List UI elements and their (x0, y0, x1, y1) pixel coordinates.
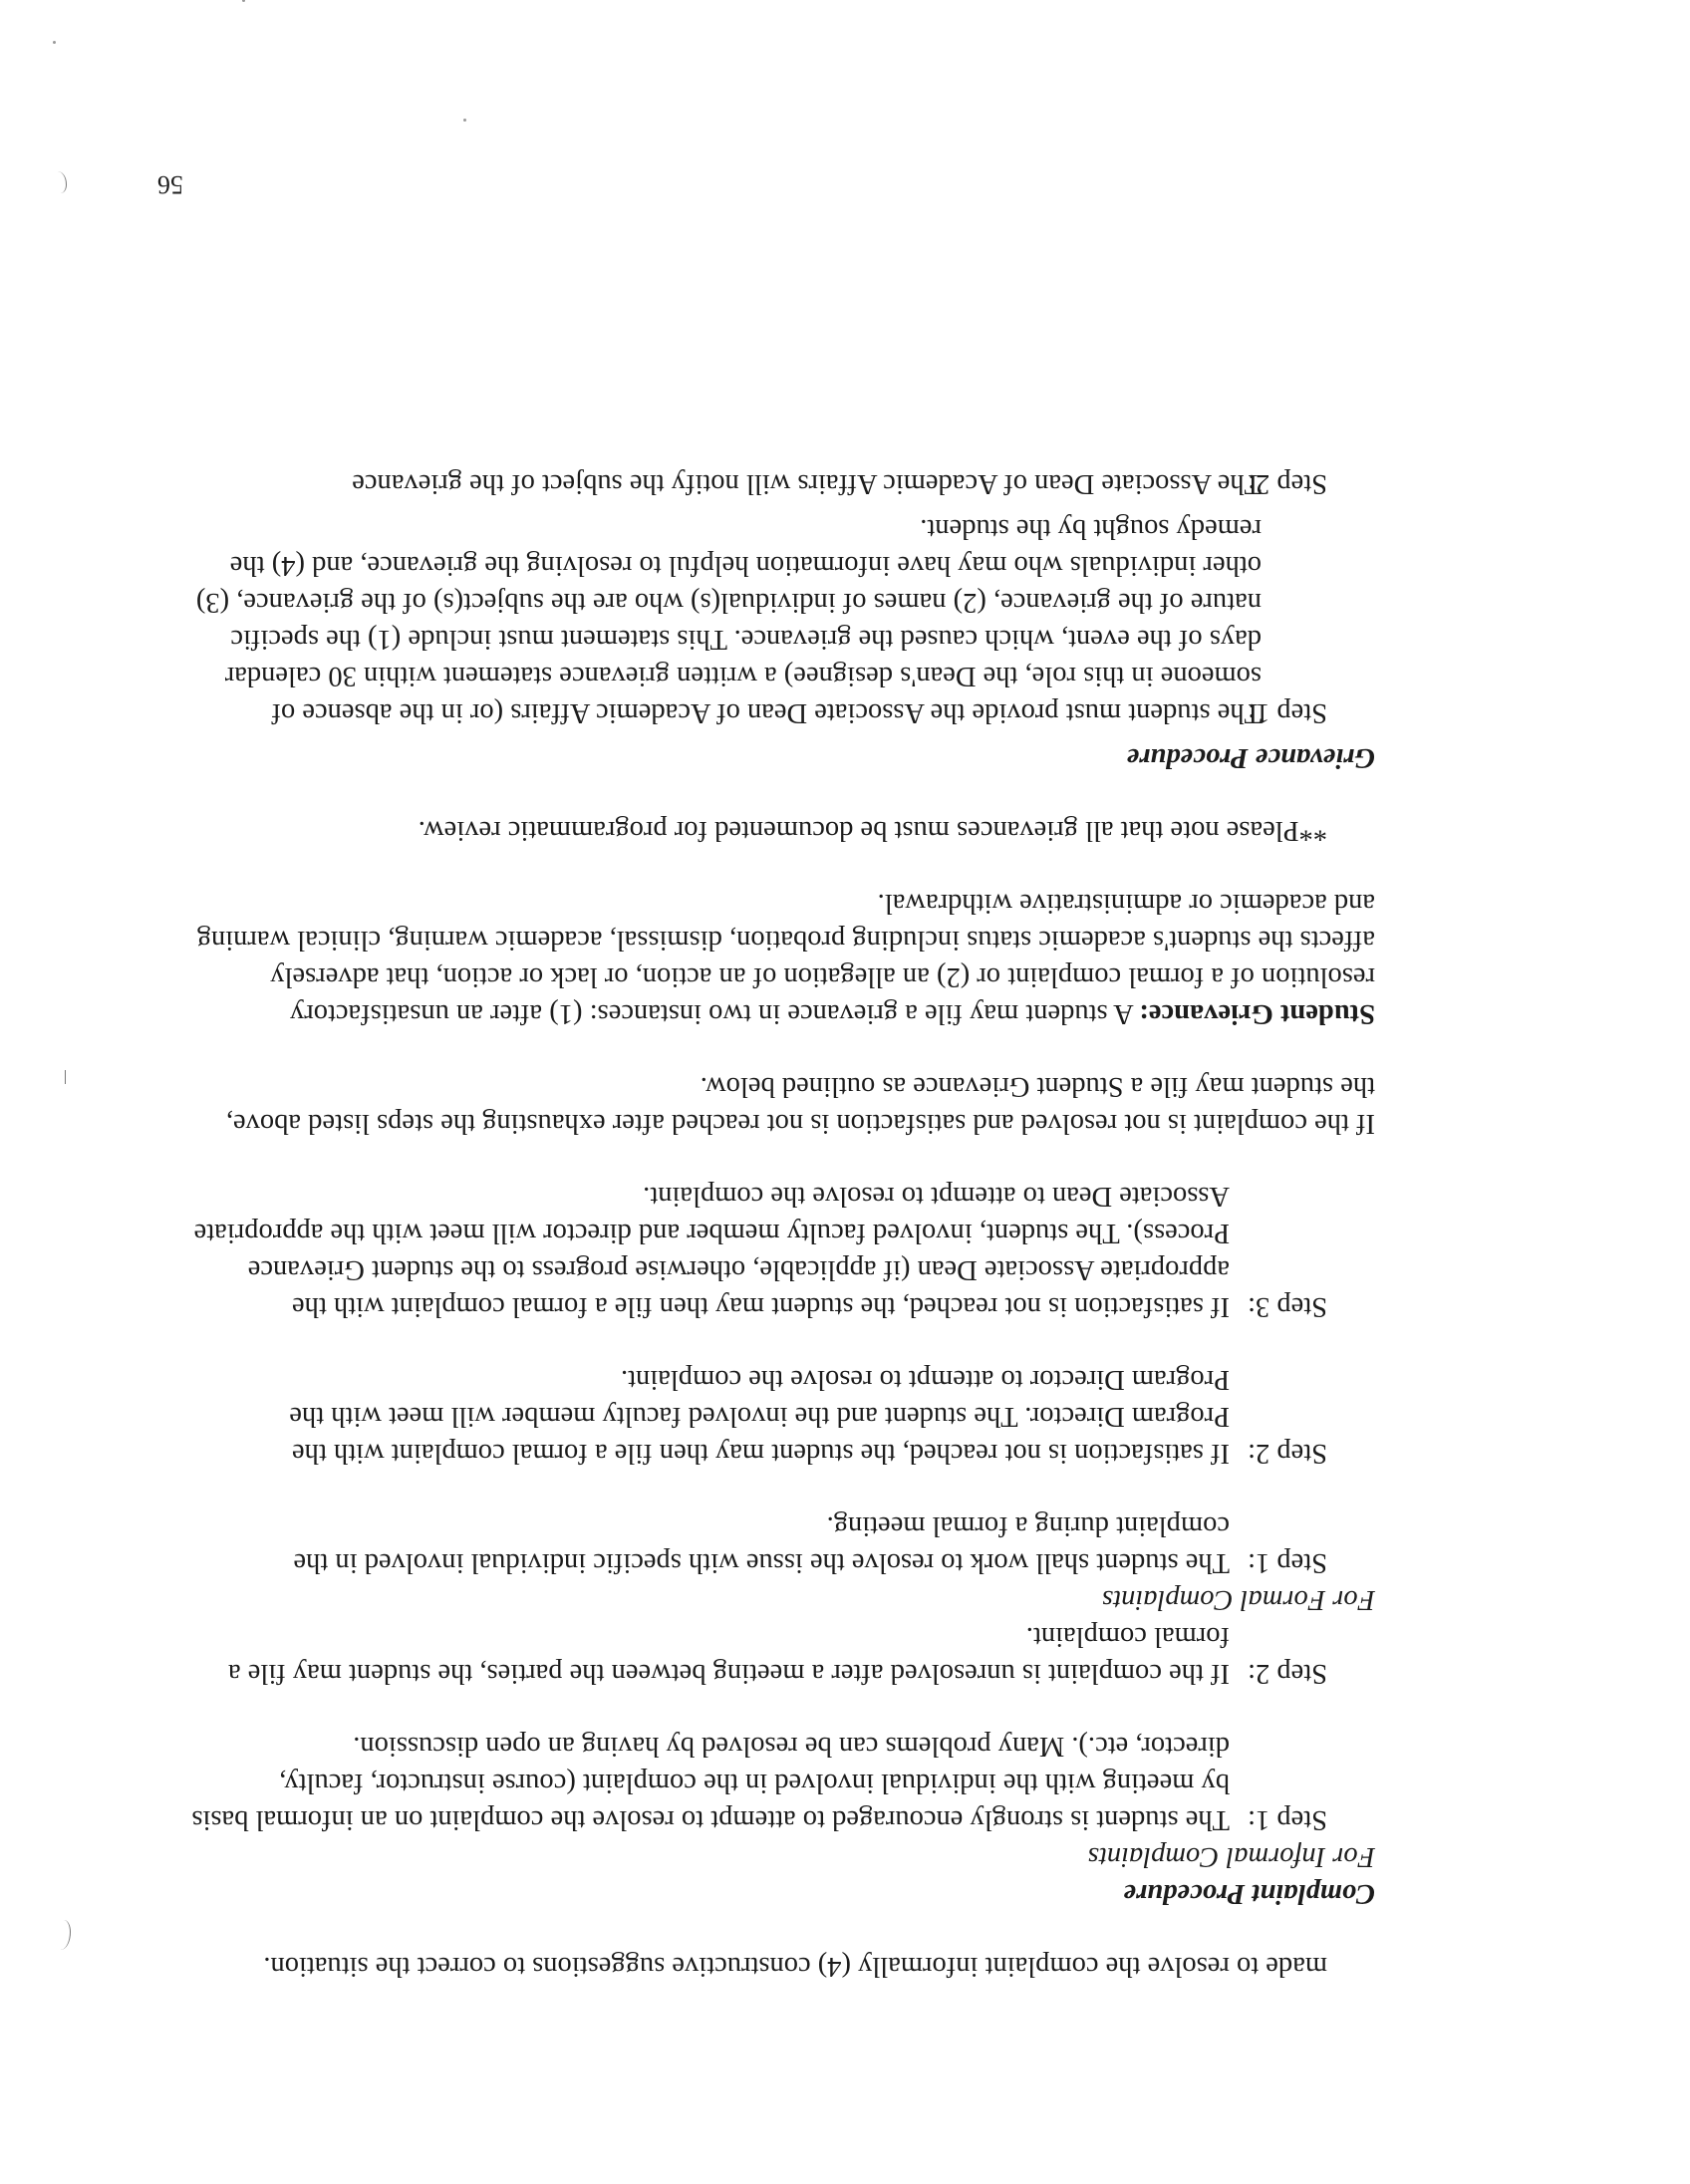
programmatic-review-note: **Please note that all grievances must be documented for programmatic review. (418, 815, 1327, 846)
student-grievance-paragraph (189, 885, 1375, 1032)
step-label: Step 1: (1248, 1547, 1327, 1578)
step-label: Step 2: (1248, 1438, 1327, 1469)
step-label: Step 1: (1248, 1804, 1327, 1835)
grievance-step-2 (189, 465, 1327, 502)
formal-step-3 (189, 1178, 1327, 1325)
grievance-procedure-heading: Grievance Procedure (1126, 742, 1375, 773)
grievance-step-1 (189, 510, 1327, 731)
informal-step-2 (189, 1618, 1327, 1692)
step-text: If the complaint is unresolved after a meeting between the parties, the student may file a formal complaint. (227, 1621, 1230, 1689)
student-grievance-text: A student may file a grievance in two instances: (1) after an unsatisfactory resolution of a formal complaint or (2) an allegation of an action, or lack or action, that adversely affects the student's academic status including probation, dismissal, academic warning, clinical warning and academic or administrative withdrawal. (196, 888, 1375, 1029)
student-grievance-label: Student Grievance: (1139, 998, 1375, 1029)
scan-mark (54, 1920, 71, 1950)
scan-mark (52, 171, 67, 193)
step-text: If satisfaction is not reached, the student may then file a formal complaint with the appropriate Associate Dean (if applicable, otherwise progress to the student Grievance Process). The student, involved faculty member and director will meet with the appropriate Associate Dean to attempt to resolve the complaint. (193, 1181, 1230, 1322)
informal-complaints-heading: For Informal Complaints (1087, 1841, 1375, 1872)
step-text: The Associate Dean of Academic Affairs will notify the subject of the grievance (352, 468, 1262, 499)
formal-step-2 (189, 1361, 1327, 1472)
informal-step-1 (189, 1728, 1327, 1838)
step-text: The student is strongly encouraged to attempt to resolve the complaint on an informal basis by meeting with the individual involved in the complaint (course instructor, faculty, director, etc.). Many problems can be resolved by having an open discussion. (191, 1731, 1230, 1835)
scan-speck (53, 41, 56, 44)
complaint-procedure-heading: Complaint Procedure (1123, 1878, 1375, 1909)
page-content (189, 465, 1375, 1985)
step-label: Step 2: (1248, 468, 1327, 499)
step-text: The student must provide the Associate Dean of Academic Affairs (or in the absence of someone in this role, the Dean's designee) a written grievance statement within 30 calendar days of the event, which caused the grievance. This statement must include (1) the specific nature of the grievance, (2) names of individual(s) who are the subject(s) of the grievance, (3) other individuals who may have information helpful to resolving the grievance, and (4) the remedy sought by the student. (195, 513, 1262, 728)
complaint-closing-paragraph: If the complaint is not resolved and satisfaction is not reached after exhausting the steps listed above, the student may file a Student Grievance as outlined below. (225, 1071, 1375, 1139)
step-label: Step 2: (1248, 1658, 1327, 1689)
opening-paragraph: made to resolve the complaint informally (4) constructive suggestions to correct the situation. (263, 1951, 1327, 1982)
step-label: Step 3: (1248, 1291, 1327, 1322)
step-label: Step 1: (1248, 697, 1327, 728)
scan-speck (242, 0, 245, 2)
formal-step-1 (189, 1507, 1327, 1581)
formal-complaints-heading: For Formal Complaints (1102, 1584, 1375, 1615)
scan-speck (463, 119, 466, 122)
step-text: If satisfaction is not reached, the student may then file a formal complaint with the Program Director. The student and the involved faculty member will meet with the Program Director to attempt to resolve the complaint. (289, 1364, 1230, 1469)
page-number: 56 (157, 170, 183, 199)
scan-mark (63, 1070, 66, 1084)
step-text: The student shall work to resolve the issue with specific individual involved in the complaint during a formal meeting. (293, 1510, 1230, 1578)
